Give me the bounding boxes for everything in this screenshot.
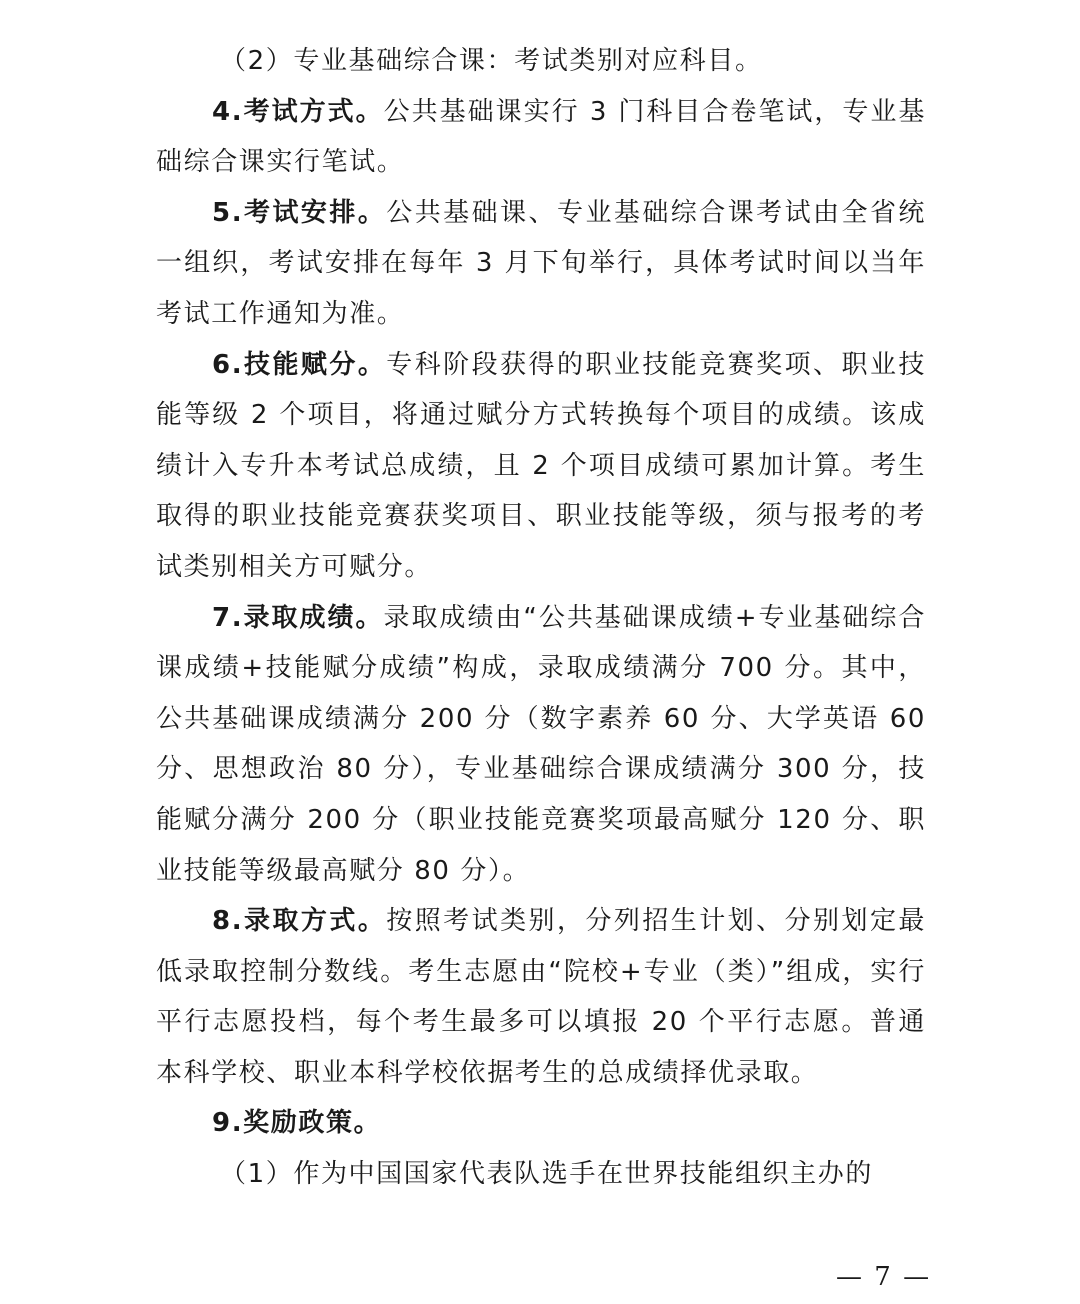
section-heading-skill-scoring: 6.技能赋分。 xyxy=(212,349,387,380)
paragraph-admission-score xyxy=(156,593,926,897)
paragraph-text: 专科阶段获得的职业技能竞赛奖项、职业技能等级 2 个项目，将通过赋分方式转换每个项目的成绩。该成绩计入专升本考试总成绩，且 2 个项目成绩可累加计算。考生取得的职业技能竞赛获奖项目、职业技能等级，须与报考的考试类别相关方可赋分。 xyxy=(156,349,926,582)
section-heading-incentive-policy: 9.奖励政策。 xyxy=(212,1108,382,1139)
paragraph-incentive-policy xyxy=(156,1098,926,1149)
paragraph-text: （1）作为中国国家代表队选手在世界技能组织主办的 xyxy=(220,1159,873,1190)
page-number: — 7 — xyxy=(836,1262,932,1292)
paragraph-incentive-item-1 xyxy=(156,1149,926,1200)
paragraph-text: 按照考试类别，分列招生计划、分别划定最低录取控制分数线。考生志愿由“院校+专业（类）”组成，实行平行志愿投档，每个考生最多可以填报 20 个平行志愿。普通本科学校、职业本科学校依据考生的总成绩择优录取。 xyxy=(156,906,926,1088)
paragraph-exam-arrangement xyxy=(156,188,926,340)
paragraph-text: 公共基础课实行 3 门科目合卷笔试，专业基础综合课实行笔试。 xyxy=(156,96,926,178)
document-body xyxy=(156,36,926,1200)
section-heading-admission-score: 7.录取成绩。 xyxy=(212,602,384,633)
paragraph-exam-method xyxy=(156,87,926,188)
paragraph-text: （2）专业基础综合课：考试类别对应科目。 xyxy=(220,46,763,76)
paragraph-exam-subject-professional xyxy=(156,36,926,87)
paragraph-skill-scoring xyxy=(156,340,926,593)
section-heading-exam-arrangement: 5.考试安排。 xyxy=(212,197,387,228)
paragraph-admission-method xyxy=(156,896,926,1098)
paragraph-text: 公共基础课、专业基础综合课考试由全省统一组织，考试安排在每年 3 月下旬举行，具体考试时间以当年考试工作通知为准。 xyxy=(156,197,926,329)
section-heading-exam-method: 4.考试方式。 xyxy=(212,96,384,127)
section-heading-admission-method: 8.录取方式。 xyxy=(212,906,387,937)
paragraph-text: 录取成绩由“公共基础课成绩+专业基础综合课成绩+技能赋分成绩”构成，录取成绩满分 700 分。其中，公共基础课成绩满分 200 分（数字素养 60 分、大学英语 60 分、思想政治 80 分），专业基础综合课成绩满分 300 分，技能赋分满分 200 分（职业技能竞赛奖项最高赋分 120 分、职业技能等级最高赋分 80 分）。 xyxy=(156,602,926,886)
